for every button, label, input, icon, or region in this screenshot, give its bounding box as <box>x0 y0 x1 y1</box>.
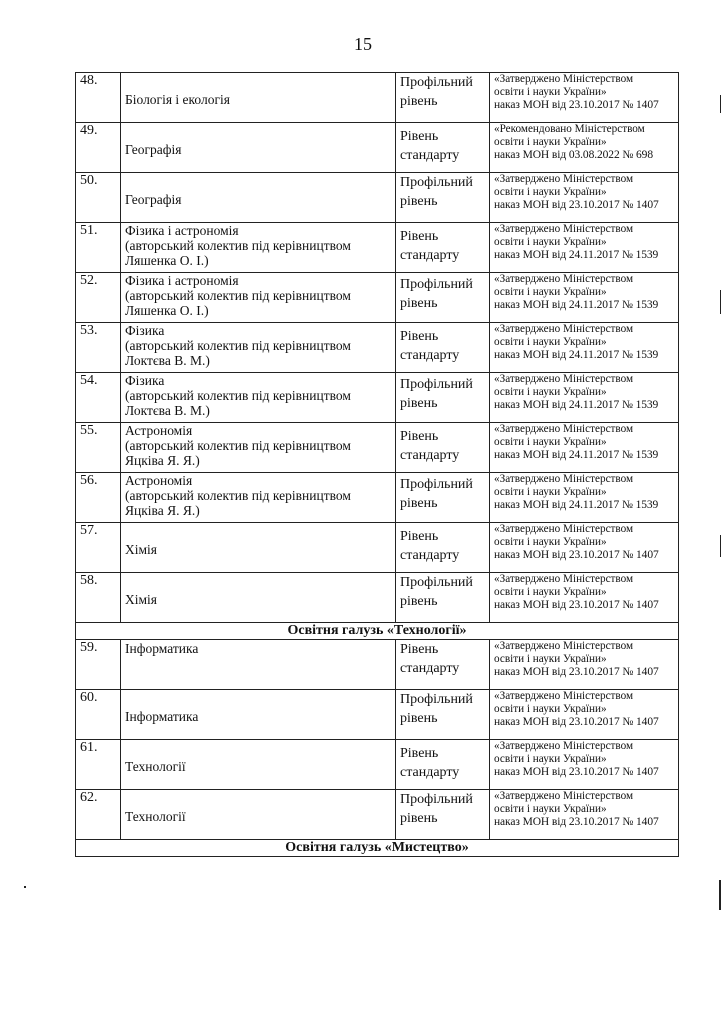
row-number: 61. <box>76 740 121 790</box>
program-level: Рівень стандарту <box>396 523 490 573</box>
program-name: Фізика і астрономія (авторський колектив під керівництвом Ляшенка О. І.) <box>121 223 396 273</box>
program-name: Технології <box>121 790 396 840</box>
program-name: Географія <box>121 123 396 173</box>
approval-info: «Затверджено Міністерством освіти і науки України» наказ МОН від 24.11.2017 № 1539 <box>490 373 679 423</box>
section-title-art: Освітня галузь «Мистецтво» <box>76 840 679 857</box>
table-row <box>76 690 679 740</box>
approval-info: «Затверджено Міністерством освіти і науки України» наказ МОН від 24.11.2017 № 1539 <box>490 323 679 373</box>
row-number: 51. <box>76 223 121 273</box>
approval-info: «Рекомендовано Міністерством освіти і науки України» наказ МОН від 03.08.2022 № 698 <box>490 123 679 173</box>
scan-mark <box>720 535 721 557</box>
program-level: Рівень стандарту <box>396 423 490 473</box>
program-name: Хімія <box>121 573 396 623</box>
program-level: Профільний рівень <box>396 573 490 623</box>
program-level: Профільний рівень <box>396 373 490 423</box>
table-row <box>76 323 679 373</box>
section-header-row <box>76 840 679 857</box>
program-name: Хімія <box>121 523 396 573</box>
program-level: Профільний рівень <box>396 790 490 840</box>
approval-info: «Затверджено Міністерством освіти і науки України» наказ МОН від 24.11.2017 № 1539 <box>490 223 679 273</box>
row-number: 57. <box>76 523 121 573</box>
scan-mark <box>720 95 721 113</box>
approval-info: «Затверджено Міністерством освіти і науки України» наказ МОН від 23.10.2017 № 1407 <box>490 573 679 623</box>
row-number: 52. <box>76 273 121 323</box>
scan-mark <box>719 880 721 910</box>
program-level: Рівень стандарту <box>396 740 490 790</box>
approval-info: «Затверджено Міністерством освіти і науки України» наказ МОН від 24.11.2017 № 1539 <box>490 273 679 323</box>
table-row <box>76 573 679 623</box>
scan-mark <box>24 886 26 888</box>
row-number: 59. <box>76 640 121 690</box>
row-number: 55. <box>76 423 121 473</box>
table-row <box>76 790 679 840</box>
program-level: Рівень стандарту <box>396 640 490 690</box>
table-row <box>76 73 679 123</box>
row-number: 48. <box>76 73 121 123</box>
approval-info: «Затверджено Міністерством освіти і науки України» наказ МОН від 23.10.2017 № 1407 <box>490 740 679 790</box>
table-row <box>76 473 679 523</box>
program-level: Профільний рівень <box>396 73 490 123</box>
program-level: Профільний рівень <box>396 273 490 323</box>
approval-info: «Затверджено Міністерством освіти і науки України» наказ МОН від 23.10.2017 № 1407 <box>490 523 679 573</box>
table-row <box>76 223 679 273</box>
approval-info: «Затверджено Міністерством освіти і науки України» наказ МОН від 23.10.2017 № 1407 <box>490 173 679 223</box>
program-name: Астрономія (авторський колектив під керівництвом Яцківа Я. Я.) <box>121 423 396 473</box>
approval-info: «Затверджено Міністерством освіти і науки України» наказ МОН від 24.11.2017 № 1539 <box>490 423 679 473</box>
scan-mark <box>720 290 721 314</box>
program-name: Інформатика <box>121 690 396 740</box>
row-number: 53. <box>76 323 121 373</box>
program-name: Астрономія (авторський колектив під керівництвом Яцківа Я. Я.) <box>121 473 396 523</box>
program-name: Інформатика <box>121 640 396 690</box>
section-header-row <box>76 623 679 640</box>
table-row <box>76 640 679 690</box>
program-level: Рівень стандарту <box>396 223 490 273</box>
program-level: Профільний рівень <box>396 473 490 523</box>
row-number: 62. <box>76 790 121 840</box>
page-number: 15 <box>354 34 372 54</box>
table-row <box>76 423 679 473</box>
program-level: Рівень стандарту <box>396 123 490 173</box>
program-name: Технології <box>121 740 396 790</box>
program-name: Фізика (авторський колектив під керівництвом Локтєва В. М.) <box>121 323 396 373</box>
row-number: 49. <box>76 123 121 173</box>
curriculum-table <box>75 72 679 857</box>
row-number: 50. <box>76 173 121 223</box>
approval-info: «Затверджено Міністерством освіти і науки України» наказ МОН від 23.10.2017 № 1407 <box>490 73 679 123</box>
program-name: Фізика і астрономія (авторський колектив під керівництвом Ляшенка О. І.) <box>121 273 396 323</box>
approval-info: «Затверджено Міністерством освіти і науки України» наказ МОН від 23.10.2017 № 1407 <box>490 640 679 690</box>
program-level: Профільний рівень <box>396 173 490 223</box>
program-name: Біологія і екологія <box>121 73 396 123</box>
program-level: Профільний рівень <box>396 690 490 740</box>
program-name: Географія <box>121 173 396 223</box>
row-number: 60. <box>76 690 121 740</box>
table-row <box>76 740 679 790</box>
approval-info: «Затверджено Міністерством освіти і науки України» наказ МОН від 23.10.2017 № 1407 <box>490 690 679 740</box>
program-name: Фізика (авторський колектив під керівництвом Локтєва В. М.) <box>121 373 396 423</box>
row-number: 58. <box>76 573 121 623</box>
table-row <box>76 523 679 573</box>
row-number: 54. <box>76 373 121 423</box>
program-level: Рівень стандарту <box>396 323 490 373</box>
table-row <box>76 273 679 323</box>
table-row <box>76 173 679 223</box>
approval-info: «Затверджено Міністерством освіти і науки України» наказ МОН від 24.11.2017 № 1539 <box>490 473 679 523</box>
row-number: 56. <box>76 473 121 523</box>
section-title-technology: Освітня галузь «Технології» <box>76 623 679 640</box>
approval-info: «Затверджено Міністерством освіти і науки України» наказ МОН від 23.10.2017 № 1407 <box>490 790 679 840</box>
table-row <box>76 123 679 173</box>
table-row <box>76 373 679 423</box>
